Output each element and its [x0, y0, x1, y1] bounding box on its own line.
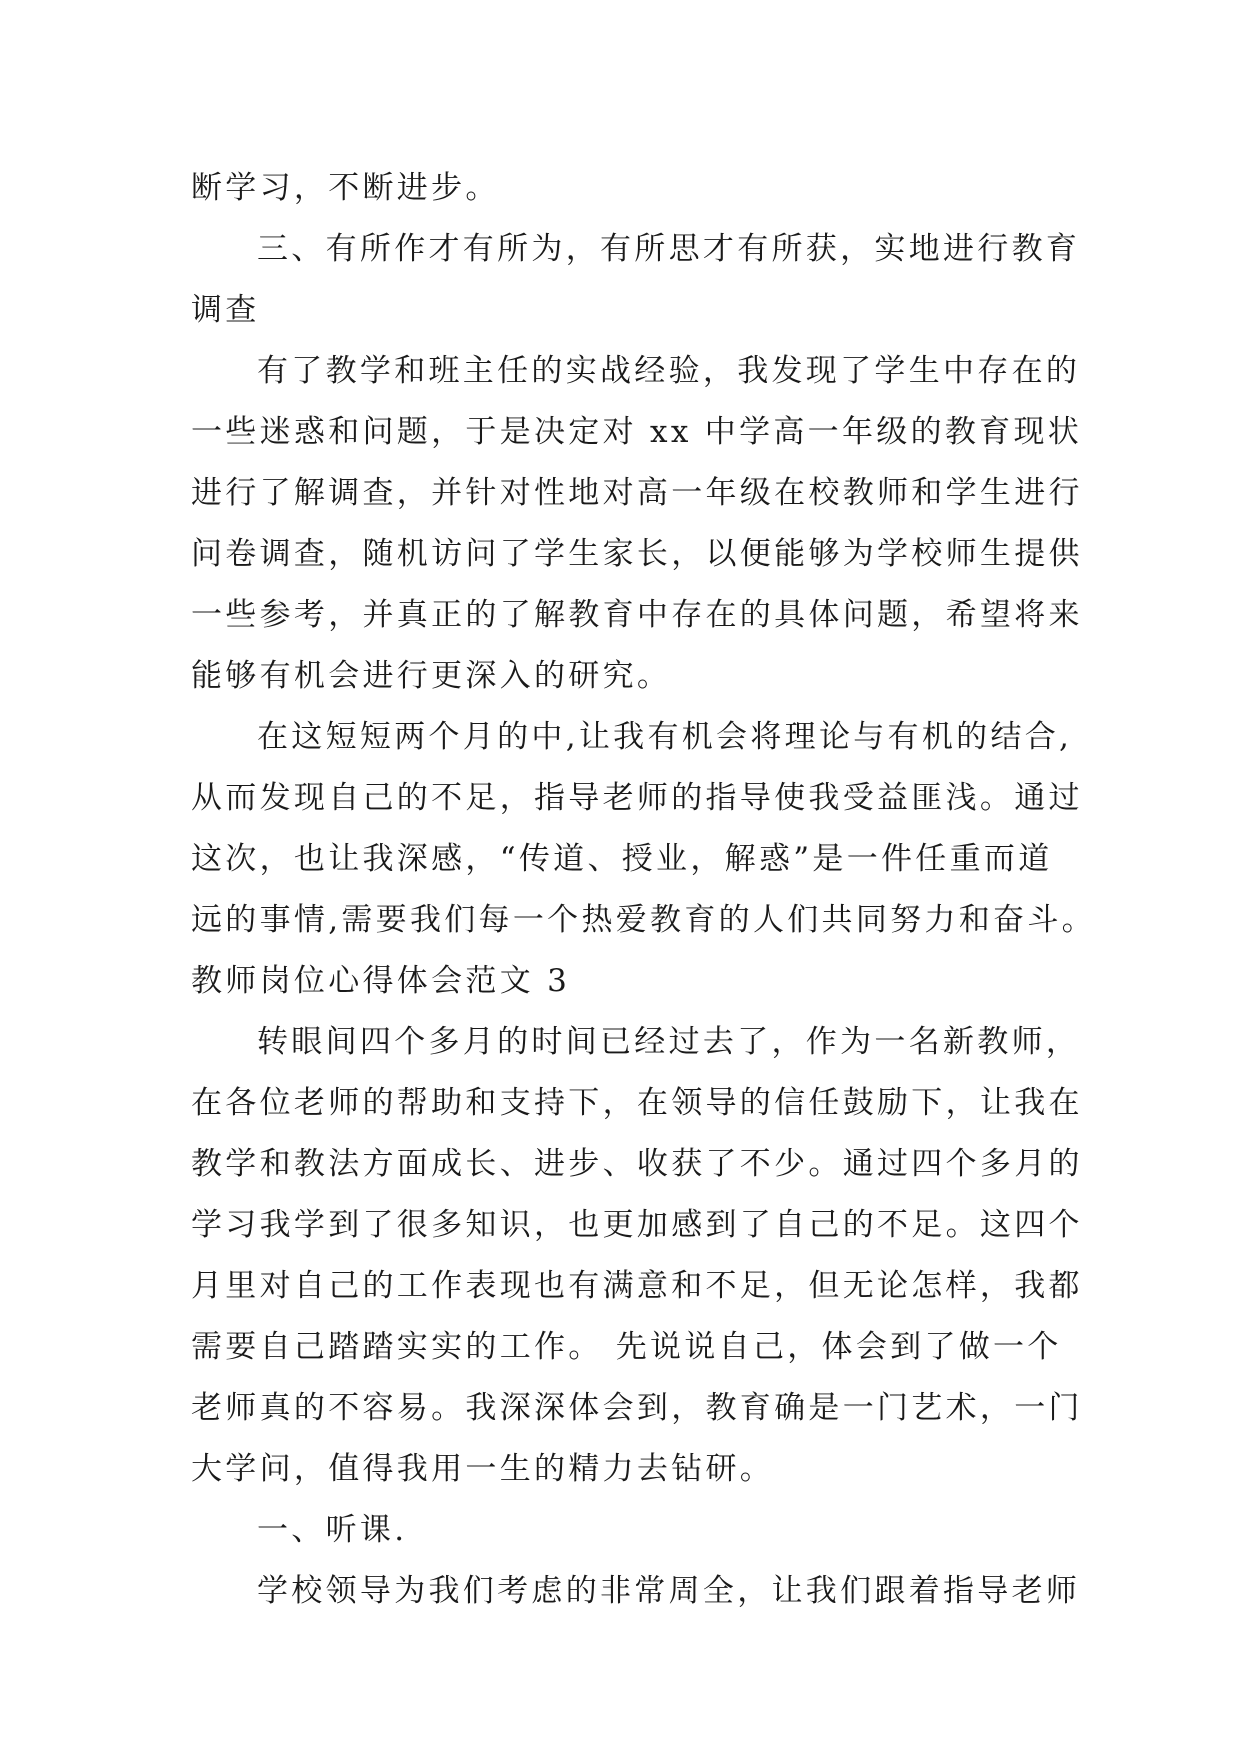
- article-title: 教师岗位心得体会范文 3: [191, 963, 571, 999]
- text-line: 大学问，值得我用一生的精力去钻研。: [191, 1451, 775, 1487]
- text-line: 从而发现自己的不足，指导老师的指导使我受益匪浅。通过: [191, 780, 1083, 816]
- text-line: 学校领导为我们考虑的非常周全，让我们跟着指导老师: [257, 1573, 1081, 1609]
- text-line: 老师真的不容易。我深深体会到，教育确是一门艺术，一门: [191, 1390, 1083, 1426]
- text-line: 在这短短两个月的中,让我有机会将理论与有机的结合,: [257, 719, 1073, 755]
- text-line: 转眼间四个多月的时间已经过去了，作为一名新教师，: [257, 1024, 1081, 1060]
- section-heading-3: 三、有所作才有所为，有所思才有所获，实地进行教育: [257, 231, 1081, 267]
- text-line: 教学和教法方面成长、进步、收获了不少。通过四个多月的: [191, 1146, 1083, 1182]
- text-line: 一些迷惑和问题，于是决定对 xx 中学高一年级的教育现状: [191, 414, 1083, 450]
- text-line: 这次，也让我深感，“传道、授业，解惑”是一件任重而道: [191, 841, 1053, 877]
- text-line: 月里对自己的工作表现也有满意和不足，但无论怎样，我都: [191, 1268, 1083, 1304]
- section-heading-1: 一、听课.: [257, 1512, 408, 1548]
- text-line: 在各位老师的帮助和支持下，在领导的信任鼓励下，让我在: [191, 1085, 1083, 1121]
- text-line: 一些参考，并真正的了解教育中存在的具体问题，希望将来: [191, 597, 1083, 633]
- section-heading-3-continued: 调查: [191, 292, 260, 328]
- text-line: 断学习，不断进步。: [191, 170, 500, 206]
- text-line: 远的事情,需要我们每一个热爱教育的人们共同努力和奋斗。: [191, 902, 1096, 938]
- document-body: [191, 158, 1096, 1622]
- text-line: 问卷调查，随机访问了学生家长，以便能够为学校师生提供: [191, 536, 1083, 572]
- text-line: 学习我学到了很多知识，也更加感到了自己的不足。这四个: [191, 1207, 1083, 1243]
- text-line: 能够有机会进行更深入的研究。: [191, 658, 672, 694]
- text-line: 进行了解调查，并针对性地对高一年级在校教师和学生进行: [191, 475, 1083, 511]
- text-line: 需要自己踏踏实实的工作。 先说说自己，体会到了做一个: [191, 1329, 1062, 1365]
- text-line: 有了教学和班主任的实战经验，我发现了学生中存在的: [257, 353, 1081, 389]
